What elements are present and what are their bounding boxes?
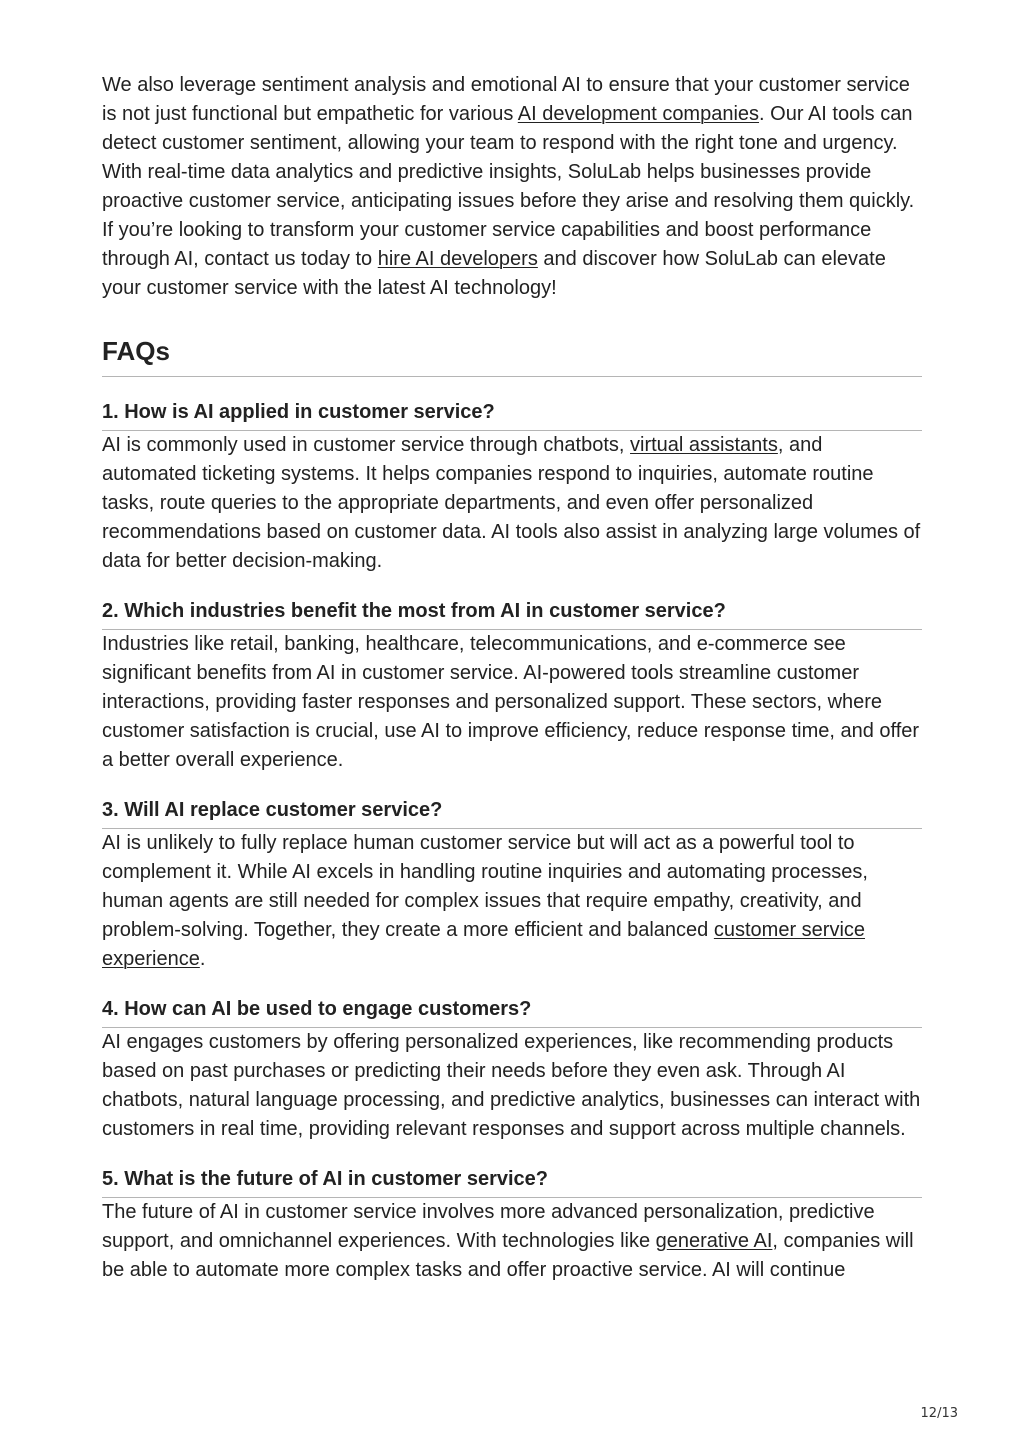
- intro-text-1: We also leverage sentiment analysis and emotional AI to ensure that your customer service is not just functional but empathetic for various: [102, 74, 910, 125]
- faq-item-1: [102, 399, 922, 576]
- faq-answer-2: Industries like retail, banking, healthcare, telecommunications, and e-commerce see significant benefits from AI in customer service. AI-powered tools streamline customer interactions, providing faster responses and personalized support. These sectors, where customer satisfaction is crucial, use AI to improve efficiency, reduce response time, and offer a better overall experience.: [102, 633, 920, 771]
- faq-question-5: 5. What is the future of AI in customer service?: [102, 1166, 922, 1198]
- faqs-heading: FAQs: [102, 334, 922, 377]
- faq-item-2: [102, 598, 922, 775]
- faq-answer-4: AI engages customers by offering personalized experiences, like recommending products based on past purchases or predicting their needs before they even ask. Through AI chatbots, natural language processing, and predictive analytics, businesses can interact with customers in real time, providing relevant responses and support across multiple channels.: [102, 1031, 921, 1140]
- faq-question-3: 3. Will AI replace customer service?: [102, 797, 922, 829]
- faq-answer-3-text-2: .: [199, 948, 206, 970]
- customer-service-experience-link[interactable]: customer service experience: [102, 919, 866, 970]
- generative-ai-link[interactable]: enerative AI: [666, 1230, 773, 1252]
- faq-question-2: 2. Which industries benefit the most from AI in customer service?: [102, 598, 922, 630]
- faq-answer-1-text-2: , and automated ticketing systems. It helps companies respond to inquiries, automate routine tasks, route queries to the appropriate departments, and even offer personalized recommendations based on customer data. AI tools also assist in analyzing large volumes of data for better decision-making.: [102, 434, 921, 572]
- intro-paragraph: [102, 71, 922, 303]
- faq-item-3: [102, 797, 922, 974]
- faq-answer-1-text-1: AI is commonly used in customer service through chatbots,: [102, 434, 631, 456]
- ai-development-companies-link[interactable]: AI development companies: [517, 103, 760, 125]
- page-number: 12/13: [920, 1406, 958, 1421]
- intro-text-2: . Our AI tools can detect customer sentiment, allowing your team to respond with the right tone and urgency. With real-time data analytics and predictive insights, SoluLab helps businesses provide proactive customer service, anticipating issues before they arise and resolving them quickly. If you’re looking to transform your customer service capabilities and boost performance through AI, contact us today to: [102, 103, 915, 270]
- intro-text-3: and discover how SoluLab can elevate your customer service with the latest AI technology!: [102, 248, 886, 299]
- faq-answer-3: [102, 829, 922, 974]
- faq-question-1: 1. How is AI applied in customer service?: [102, 399, 922, 431]
- virtual-assistants-link[interactable]: virtual assistants: [630, 434, 778, 456]
- faq-answer-5-text-1: The future of AI in customer service involves more advanced personalization, predictive support, and omnichannel experiences. With technologies like g: [102, 1201, 875, 1252]
- faq-answer-1: [102, 431, 922, 576]
- faq-item-5: [102, 1166, 922, 1285]
- hire-ai-developers-link[interactable]: hire AI developers: [377, 248, 538, 270]
- faq-answer-5: [102, 1198, 922, 1285]
- faq-answer-3-text-1: AI is unlikely to fully replace human customer service but will act as a powerful tool to complement it. While AI excels in handling routine inquiries and automating processes, human agents are still needed for complex issues that require empathy, creativity, and problem-solving. Together, they create a more efficient and balanced: [102, 832, 868, 941]
- faq-item-4: [102, 996, 922, 1144]
- article-body: [102, 71, 922, 1285]
- faq-answer-5-text-2: , companies will be able to automate more complex tasks and offer proactive service. AI will continue: [102, 1230, 914, 1281]
- faq-question-4: 4. How can AI be used to engage customers?: [102, 996, 922, 1028]
